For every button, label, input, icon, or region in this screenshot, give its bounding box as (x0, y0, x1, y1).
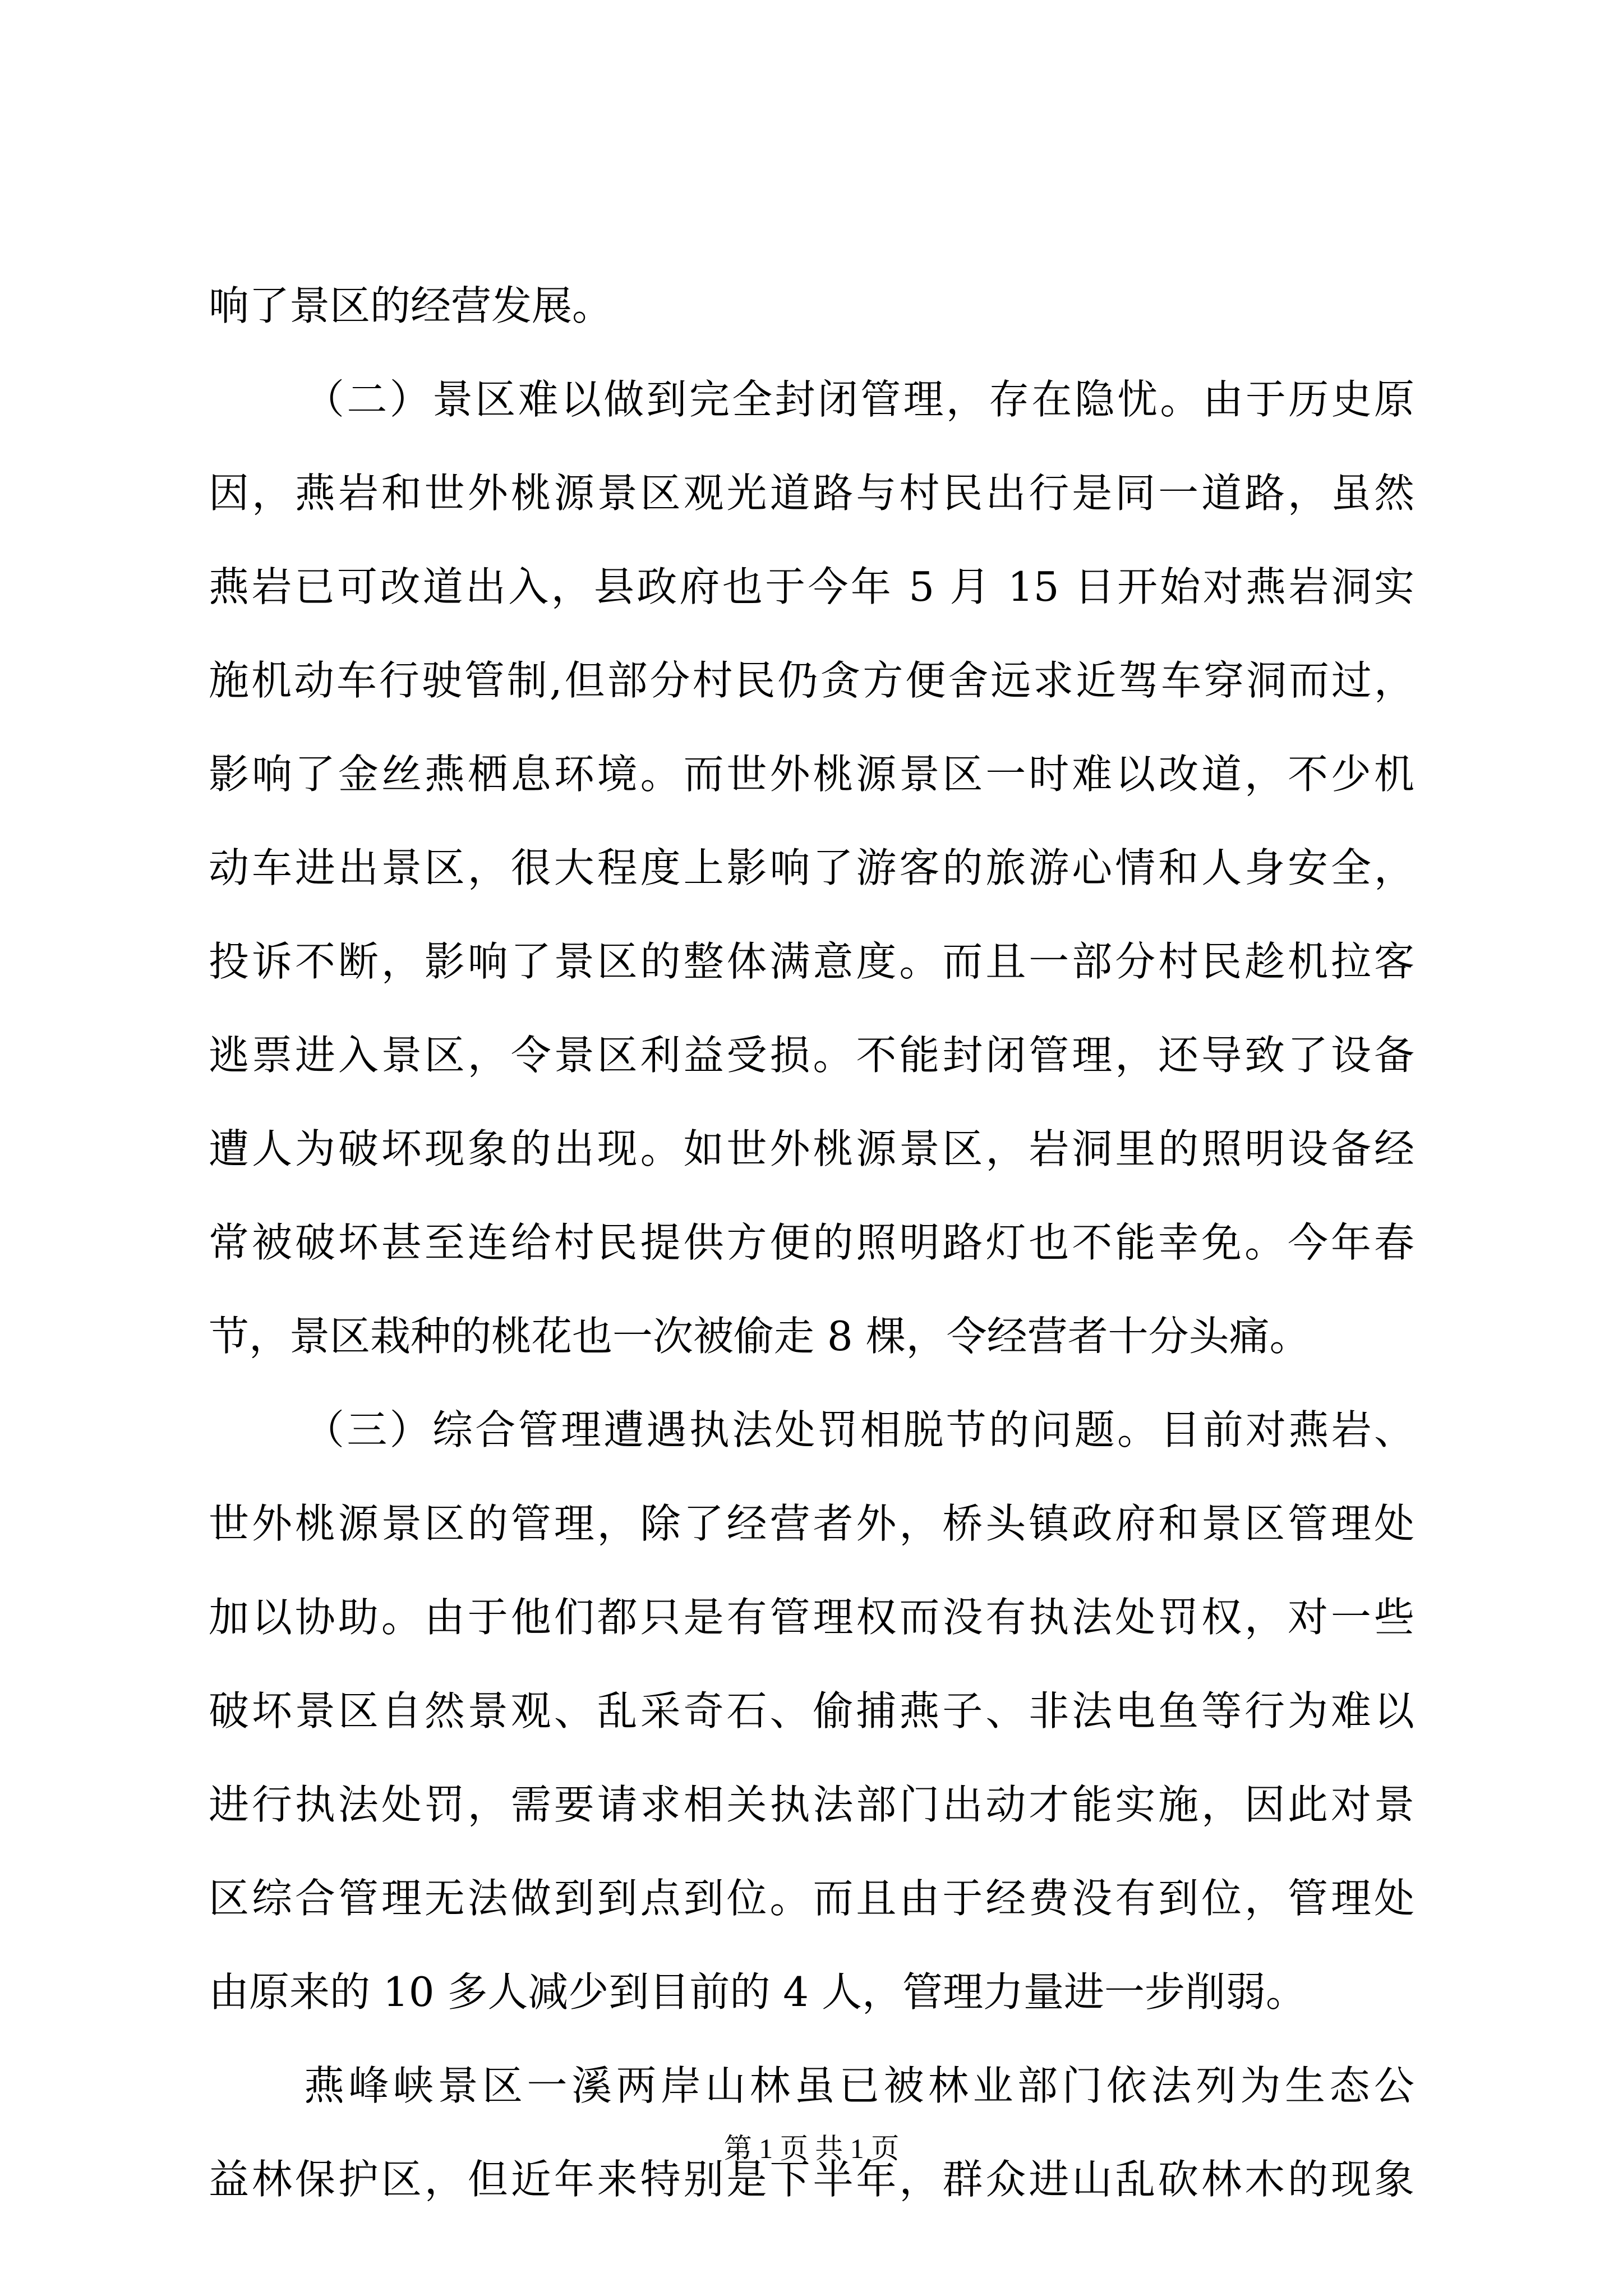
text-line: 动车进出景区，很大程度上影响了游客的旅游心情和人身安全， (209, 844, 1414, 891)
text-line: 因，燕岩和世外桃源景区观光道路与村民出行是同一道路，虽然 (209, 470, 1414, 517)
paragraph-heading-line: （二）景区难以做到完全封闭管理，存在隐忧。由于历史原 (304, 376, 1414, 423)
text-line: 投诉不断，影响了景区的整体满意度。而且一部分村民趁机拉客 (209, 938, 1414, 985)
body-text (209, 259, 1414, 2226)
text-line: 由原来的 10 多人减少到目前的 4 人，管理力量进一步削弱。 (209, 1968, 1306, 2016)
text-line: 破坏景区自然景观、乱采奇石、偷捕燕子、非法电鱼等行为难以 (209, 1687, 1414, 1734)
text-line: 区综合管理无法做到到点到位。而且由于经费没有到位，管理处 (209, 1875, 1414, 1922)
text-line: 世外桃源景区的管理，除了经营者外，桥头镇政府和景区管理处 (209, 1500, 1414, 1547)
text-line: 进行执法处罚，需要请求相关执法部门出动才能实施，因此对景 (209, 1781, 1414, 1828)
text-line: 逃票进入景区，令景区利益受损。不能封闭管理，还导致了设备 (209, 1032, 1414, 1079)
text-line: 益林保护区，但近年来特别是下半年，群众进山乱砍林木的现象 (209, 2156, 1414, 2203)
text-line: 遭人为破坏现象的出现。如世外桃源景区，岩洞里的照明设备经 (209, 1125, 1414, 1172)
text-line: 常被破坏甚至连给村民提供方便的照明路灯也不能幸免。今年春 (209, 1219, 1414, 1266)
text-line: 响了景区的经营发展。 (209, 282, 613, 329)
text-line: 影响了金丝燕栖息环境。而世外桃源景区一时难以改道，不少机 (209, 751, 1414, 798)
text-line: 节，景区栽种的桃花也一次被偷走 8 棵，令经营者十分头痛。 (209, 1313, 1310, 1360)
text-line: 加以协助。由于他们都只是有管理权而没有执法处罚权，对一些 (209, 1594, 1414, 1641)
text-line: 施机动车行驶管制,但部分村民仍贪方便舍远求近驾车穿洞而过， (209, 657, 1414, 704)
text-line: 燕岩已可改道出入，县政府也于今年 5 月 15 日开始对燕岩洞实 (209, 563, 1414, 610)
paragraph-start-line: 燕峰峡景区一溪两岸山林虽已被林业部门依法列为生态公 (304, 2062, 1414, 2109)
paragraph-heading-line: （三）综合管理遭遇执法处罚相脱节的问题。目前对燕岩、 (304, 1406, 1414, 1453)
page-footer: 第 1 页 共 1 页 (723, 2133, 900, 2164)
